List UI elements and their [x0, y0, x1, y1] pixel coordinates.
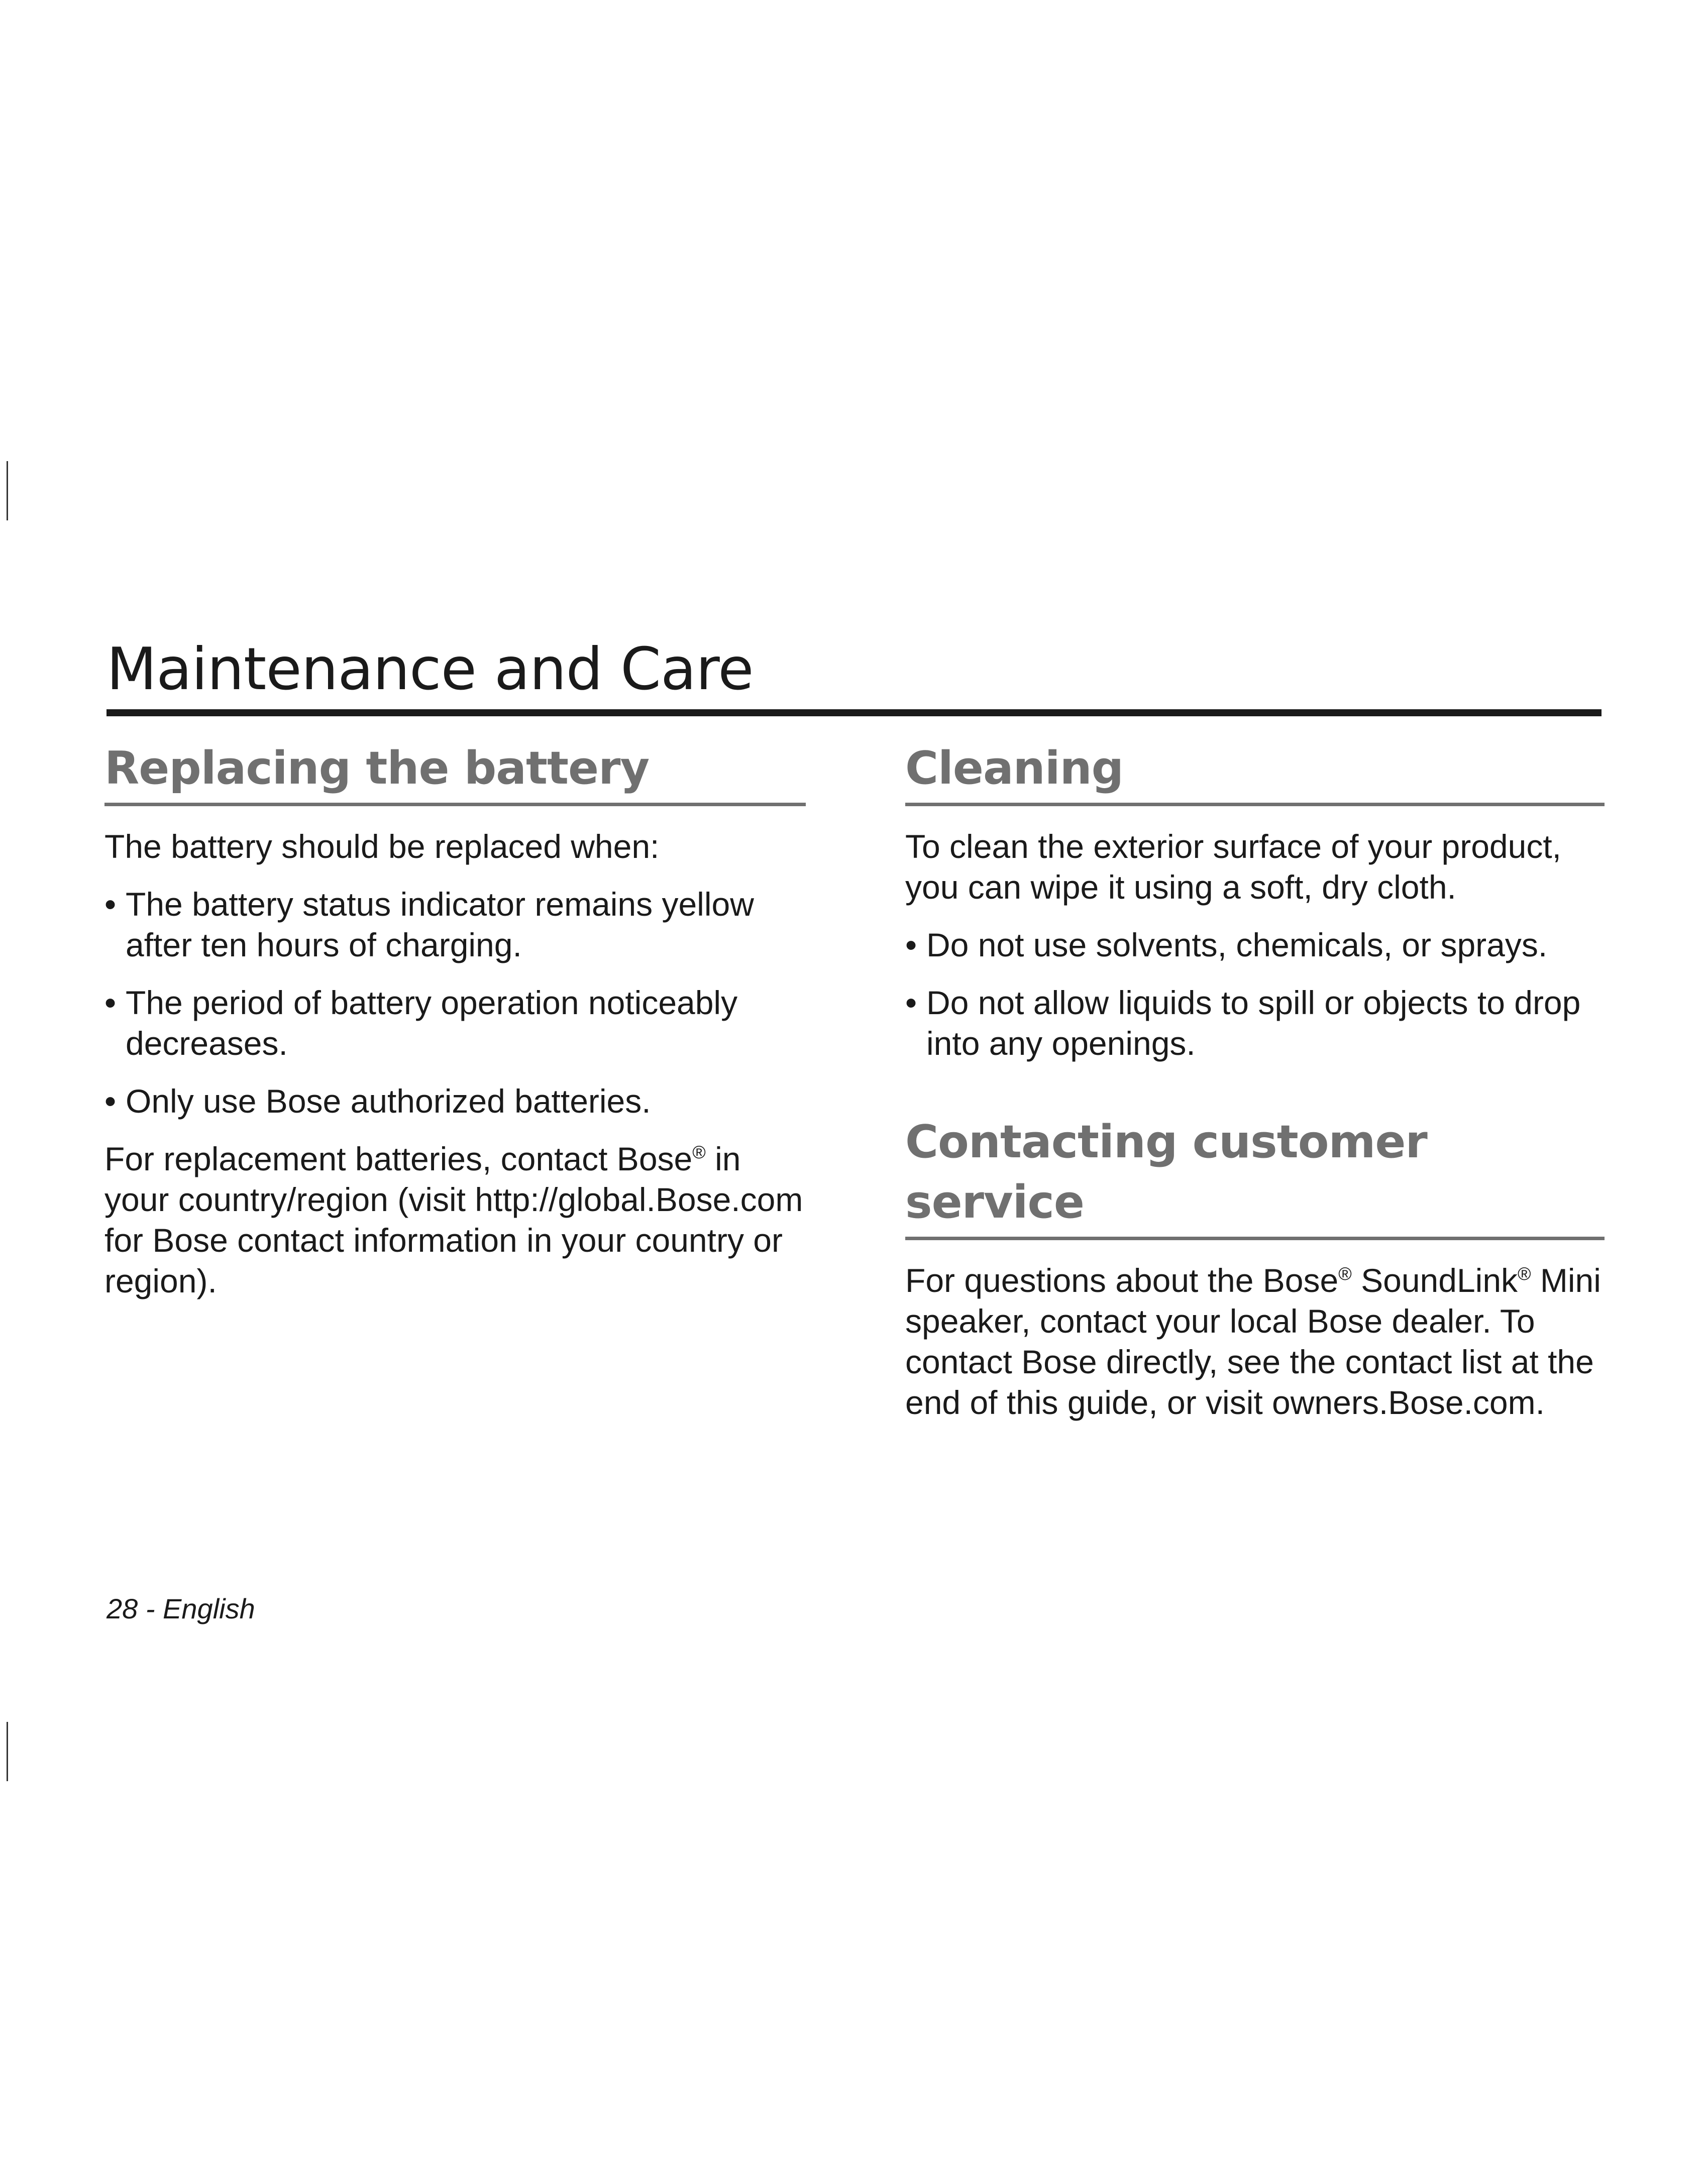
crop-mark-bottom [7, 1722, 8, 1781]
cleaning-bullet-list [905, 925, 1605, 1064]
title-rule [106, 709, 1602, 716]
battery-bullet-list [104, 884, 806, 1122]
registered-mark: ® [1338, 1263, 1352, 1284]
list-item [905, 983, 1605, 1064]
service-paragraph [905, 1260, 1605, 1423]
list-item-text: Do not allow liquids to spill or objects to drop into any openings. [926, 984, 1581, 1062]
list-item-text: The period of battery operation noticeably decreases. [126, 984, 738, 1062]
page-number-footer: 28 - English [106, 1593, 255, 1624]
list-item [104, 983, 806, 1064]
battery-section [104, 738, 806, 1301]
bullet-marker: • [905, 926, 917, 963]
service-part1: For questions about the Bose [905, 1262, 1339, 1299]
list-item [104, 1081, 806, 1122]
bullet-marker: • [905, 984, 917, 1021]
list-item [905, 925, 1605, 965]
list-item-text: The battery status indicator remains yellow after ten hours of charging. [126, 886, 754, 963]
crop-mark-top [7, 461, 8, 520]
battery-heading: Replacing the battery [104, 738, 806, 806]
bullet-marker: • [104, 984, 117, 1021]
bullet-marker: • [104, 886, 117, 923]
list-item-text: Only use Bose authorized batteries. [126, 1082, 651, 1120]
service-part2: SoundLink [1351, 1262, 1518, 1299]
registered-mark: ® [692, 1142, 706, 1162]
right-column [905, 738, 1605, 1423]
replacement-note [104, 1139, 806, 1301]
page-title: Maintenance and Care [106, 635, 754, 703]
service-heading: Contacting customer service [905, 1112, 1605, 1240]
list-item [104, 884, 806, 965]
cleaning-heading: Cleaning [905, 738, 1605, 806]
registered-mark: ® [1518, 1263, 1531, 1284]
bullet-marker: • [104, 1082, 117, 1120]
battery-intro: The battery should be replaced when: [104, 828, 660, 865]
replacement-note-part1: For replacement batteries, contact Bose [104, 1140, 693, 1177]
list-item-text: Do not use solvents, chemicals, or sprays. [926, 926, 1548, 963]
cleaning-intro: To clean the exterior surface of your product, you can wipe it using a soft, dry cloth. [905, 828, 1562, 906]
service-part3: Mini speaker, contact your local Bose dealer. To contact Bose directly, see the contact list at the end of this guide, or visit owners.Bose.com. [905, 1262, 1601, 1421]
replacement-note-part2: in your country/region (visit http://global.Bose.com for Bose contact information in your country or region). [104, 1140, 803, 1299]
